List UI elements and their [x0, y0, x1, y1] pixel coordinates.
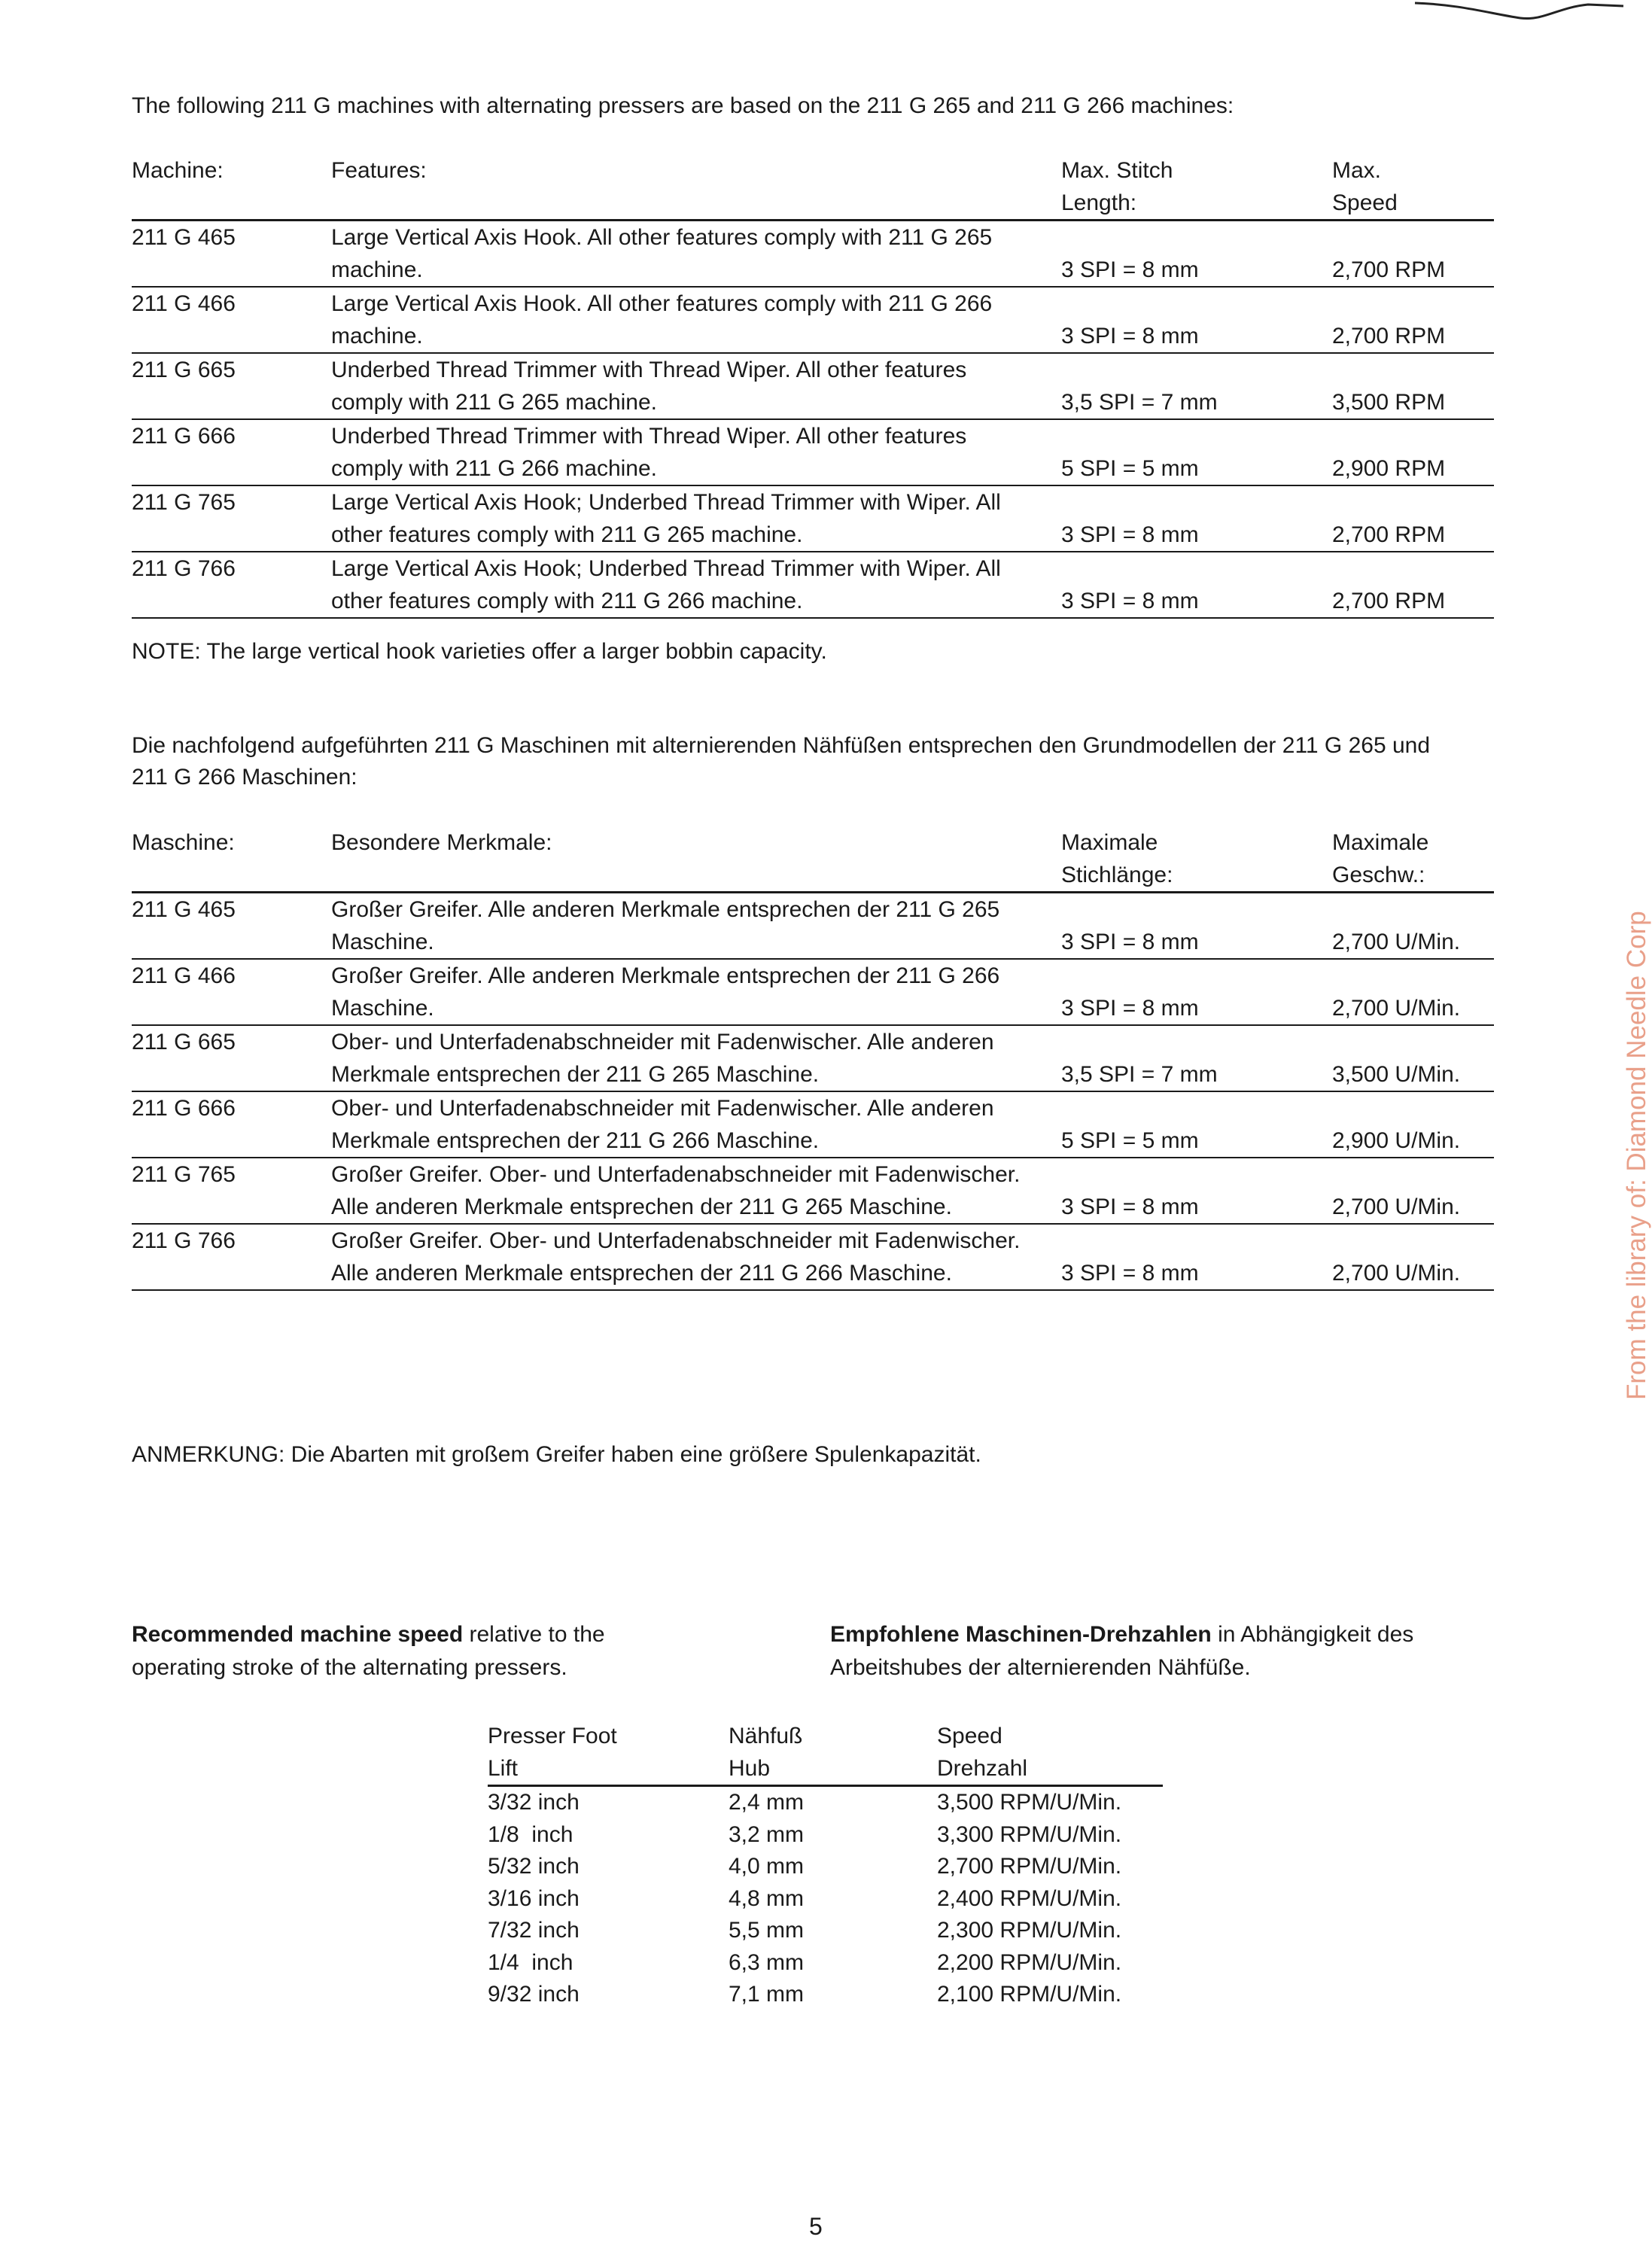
cell-speed: 2,700 RPM/U/Min.: [937, 1854, 1122, 1879]
cell-hub: 5,5 mm: [729, 1918, 805, 1943]
speed-header-speed-line2: Drehzahl: [937, 1755, 1028, 1781]
cell-speed: 2,700 RPM: [1332, 257, 1446, 282]
cell-features: Ober- und Unterfadenabschneider mit Fadenwischer. Alle anderen Merkmale entsprechen der 211 G 266 Maschine.: [331, 1096, 994, 1153]
cell-stitch: 3 SPI = 8 mm: [1061, 324, 1199, 348]
cell-speed: 3,300 RPM/U/Min.: [937, 1821, 1122, 1847]
cell-hub: 2,4 mm: [729, 1790, 805, 1815]
cell-stitch: 3 SPI = 8 mm: [1061, 996, 1199, 1021]
table-row: [132, 1025, 1494, 1091]
cell-lift: 5/32 inch: [488, 1854, 580, 1879]
english-intro: The following 211 G machines with alternating pressers are based on the 211 G 265 and 211 G 266 machines:: [132, 93, 1234, 118]
recommendation-english-heading: Recommended machine speed: [132, 1622, 464, 1647]
cell-machine: 211 G 465: [132, 225, 236, 250]
cell-machine: 211 G 665: [132, 1030, 236, 1054]
cell-speed: 2,700 RPM: [1332, 324, 1446, 348]
table-row: [132, 893, 1494, 960]
cell-stitch: 3 SPI = 8 mm: [1061, 589, 1199, 613]
table-row: [132, 353, 1494, 419]
cell-stitch: 3 SPI = 8 mm: [1061, 522, 1199, 547]
cell-hub: 3,2 mm: [729, 1821, 805, 1847]
speed-header-hub-line2: Hub: [729, 1755, 771, 1781]
cell-features: Großer Greifer. Ober- und Unterfadenabschneider mit Fadenwischer. Alle anderen Merkmale entsprechen der 211 G 265 Maschine.: [331, 1162, 1021, 1219]
cell-speed: 3,500 U/Min.: [1332, 1062, 1461, 1087]
table-header-row: [132, 826, 1494, 893]
recommendation-german: [830, 1618, 1477, 1684]
cell-hub: 7,1 mm: [729, 1982, 805, 2007]
col-header-stitch: Maximale Stichlänge:: [1061, 830, 1173, 887]
speed-table: [488, 1721, 1163, 2011]
col-header-speed: Maximale Geschw.:: [1332, 830, 1429, 887]
table-row: [132, 485, 1494, 552]
table-row: [132, 419, 1494, 485]
recommendation-english-text: relative to the operating stroke of the alternating pressers.: [132, 1622, 605, 1680]
cell-speed: 2,700 RPM: [1332, 522, 1446, 547]
speed-header-lift-line2: Lift: [488, 1755, 519, 1781]
table-header-row: [132, 154, 1494, 221]
speed-row: [488, 1819, 1163, 1852]
cell-hub: 4,0 mm: [729, 1854, 805, 1879]
cell-speed: 2,700 RPM: [1332, 589, 1446, 613]
cell-features: Ober- und Unterfadenabschneider mit Fadenwischer. Alle anderen Merkmale entsprechen der 211 G 265 Maschine.: [331, 1030, 994, 1087]
cell-lift: 1/8 inch: [488, 1821, 573, 1847]
cell-speed: 2,200 RPM/U/Min.: [937, 1949, 1122, 1975]
cell-lift: 9/32 inch: [488, 1982, 580, 2007]
cell-features: Large Vertical Axis Hook. All other features comply with 211 G 265 machine.: [331, 225, 993, 282]
cell-stitch: 5 SPI = 5 mm: [1061, 1128, 1199, 1153]
cell-speed: 2,700 U/Min.: [1332, 1194, 1461, 1219]
speed-row: [488, 1851, 1163, 1883]
col-header-features: Features:: [331, 158, 427, 183]
cell-speed: 2,300 RPM/U/Min.: [937, 1918, 1122, 1943]
cell-stitch: 3 SPI = 8 mm: [1061, 1194, 1199, 1219]
cell-machine: 211 G 766: [132, 556, 236, 581]
cell-machine: 211 G 666: [132, 424, 236, 449]
speed-header-row: [488, 1721, 1163, 1786]
col-header-machine: Maschine:: [132, 830, 235, 855]
cell-lift: 7/32 inch: [488, 1918, 580, 1943]
cell-features: Large Vertical Axis Hook; Underbed Thread Trimmer with Wiper. All other features comply with 211 G 266 machine.: [331, 556, 1001, 613]
cell-features: Großer Greifer. Ober- und Unterfadenabschneider mit Fadenwischer. Alle anderen Merkmale entsprechen der 211 G 266 Maschine.: [331, 1228, 1021, 1286]
cell-speed: 2,700 U/Min.: [1332, 1261, 1461, 1286]
german-note: ANMERKUNG: Die Abarten mit großem Greifer haben eine größere Spulenkapazität.: [132, 1442, 981, 1467]
speed-header-lift: [488, 1721, 729, 1786]
speed-row: [488, 1915, 1163, 1947]
cell-stitch: 3 SPI = 8 mm: [1061, 930, 1199, 954]
cell-features: Underbed Thread Trimmer with Thread Wiper. All other features comply with 211 G 266 machine.: [331, 424, 967, 481]
cell-speed: 2,900 U/Min.: [1332, 1128, 1461, 1153]
table-row: [132, 552, 1494, 618]
cell-speed: 2,100 RPM/U/Min.: [937, 1982, 1122, 2007]
speed-header-hub: [729, 1721, 937, 1786]
cell-stitch: 3,5 SPI = 7 mm: [1061, 1062, 1218, 1087]
table-row: [132, 221, 1494, 288]
table-row: [132, 1158, 1494, 1224]
speed-row: [488, 1979, 1163, 2011]
cell-machine: 211 G 465: [132, 897, 236, 922]
german-intro: Die nachfolgend aufgeführten 211 G Maschinen mit alternierenden Nähfüßen entsprechen den Grundmodellen der 211 G 265 und 211 G 266 Maschinen:: [132, 733, 1431, 790]
table-row: [132, 1224, 1494, 1290]
cell-features: Large Vertical Axis Hook; Underbed Thread Trimmer with Wiper. All other features comply with 211 G 265 machine.: [331, 490, 1001, 547]
cell-machine: 211 G 665: [132, 358, 236, 382]
speed-header-speed: [937, 1721, 1163, 1786]
cell-speed: 2,900 RPM: [1332, 456, 1446, 481]
cell-speed: 2,700 U/Min.: [1332, 996, 1461, 1021]
cell-features: Großer Greifer. Alle anderen Merkmale entsprechen der 211 G 265 Maschine.: [331, 897, 1000, 954]
cell-machine: 211 G 466: [132, 291, 236, 316]
cell-hub: 4,8 mm: [729, 1885, 805, 1911]
cell-speed: 2,400 RPM/U/Min.: [937, 1885, 1122, 1911]
cell-stitch: 3 SPI = 8 mm: [1061, 1261, 1199, 1286]
cell-lift: 3/16 inch: [488, 1885, 580, 1911]
cell-features: Underbed Thread Trimmer with Thread Wiper. All other features comply with 211 G 265 machine.: [331, 358, 967, 415]
speed-row: [488, 1786, 1163, 1819]
german-machine-table: [132, 826, 1494, 1291]
speed-header-hub-line1: Nähfuß: [729, 1724, 803, 1748]
cell-stitch: 5 SPI = 5 mm: [1061, 456, 1199, 481]
cell-machine: 211 G 765: [132, 490, 236, 515]
recommendation-english: [132, 1618, 704, 1684]
english-note: NOTE: The large vertical hook varieties offer a larger bobbin capacity.: [132, 639, 827, 664]
speed-header-speed-line1: Speed: [937, 1724, 1002, 1748]
col-header-machine: Machine:: [132, 158, 224, 183]
cell-speed: 2,700 U/Min.: [1332, 930, 1461, 954]
col-header-features: Besondere Merkmale:: [331, 830, 552, 855]
cell-features: Large Vertical Axis Hook. All other features comply with 211 G 266 machine.: [331, 291, 993, 348]
speed-row: [488, 1947, 1163, 1980]
recommendation-german-text: in Abhängigkeit des Arbeitshubes der alternierenden Nähfüße.: [830, 1622, 1414, 1680]
cell-speed: 3,500 RPM: [1332, 390, 1446, 415]
table-row: [132, 959, 1494, 1025]
cell-stitch: 3 SPI = 8 mm: [1061, 257, 1199, 282]
cell-stitch: 3,5 SPI = 7 mm: [1061, 390, 1218, 415]
cell-machine: 211 G 765: [132, 1162, 236, 1187]
recommendation-german-heading: Empfohlene Maschinen-Drehzahlen: [830, 1622, 1212, 1647]
cell-machine: 211 G 766: [132, 1228, 236, 1253]
col-header-speed: Max. Speed: [1332, 158, 1398, 215]
table-row: [132, 287, 1494, 353]
cell-features: Großer Greifer. Alle anderen Merkmale entsprechen der 211 G 266 Maschine.: [331, 963, 1000, 1021]
cell-hub: 6,3 mm: [729, 1949, 805, 1975]
page-number: 5: [809, 2213, 823, 2240]
cell-machine: 211 G 666: [132, 1096, 236, 1121]
scan-mark: [1415, 0, 1623, 23]
english-machine-table: [132, 154, 1494, 619]
cell-machine: 211 G 466: [132, 963, 236, 988]
speed-row: [488, 1883, 1163, 1916]
cell-speed: 3,500 RPM/U/Min.: [937, 1790, 1122, 1815]
library-watermark: From the library of: Diamond Needle Corp: [1622, 911, 1651, 1400]
speed-header-lift-line1: Presser Foot: [488, 1724, 617, 1748]
cell-lift: 1/4 inch: [488, 1949, 573, 1975]
table-row: [132, 1091, 1494, 1158]
cell-lift: 3/32 inch: [488, 1790, 580, 1815]
col-header-stitch: Max. Stitch Length:: [1061, 158, 1173, 215]
